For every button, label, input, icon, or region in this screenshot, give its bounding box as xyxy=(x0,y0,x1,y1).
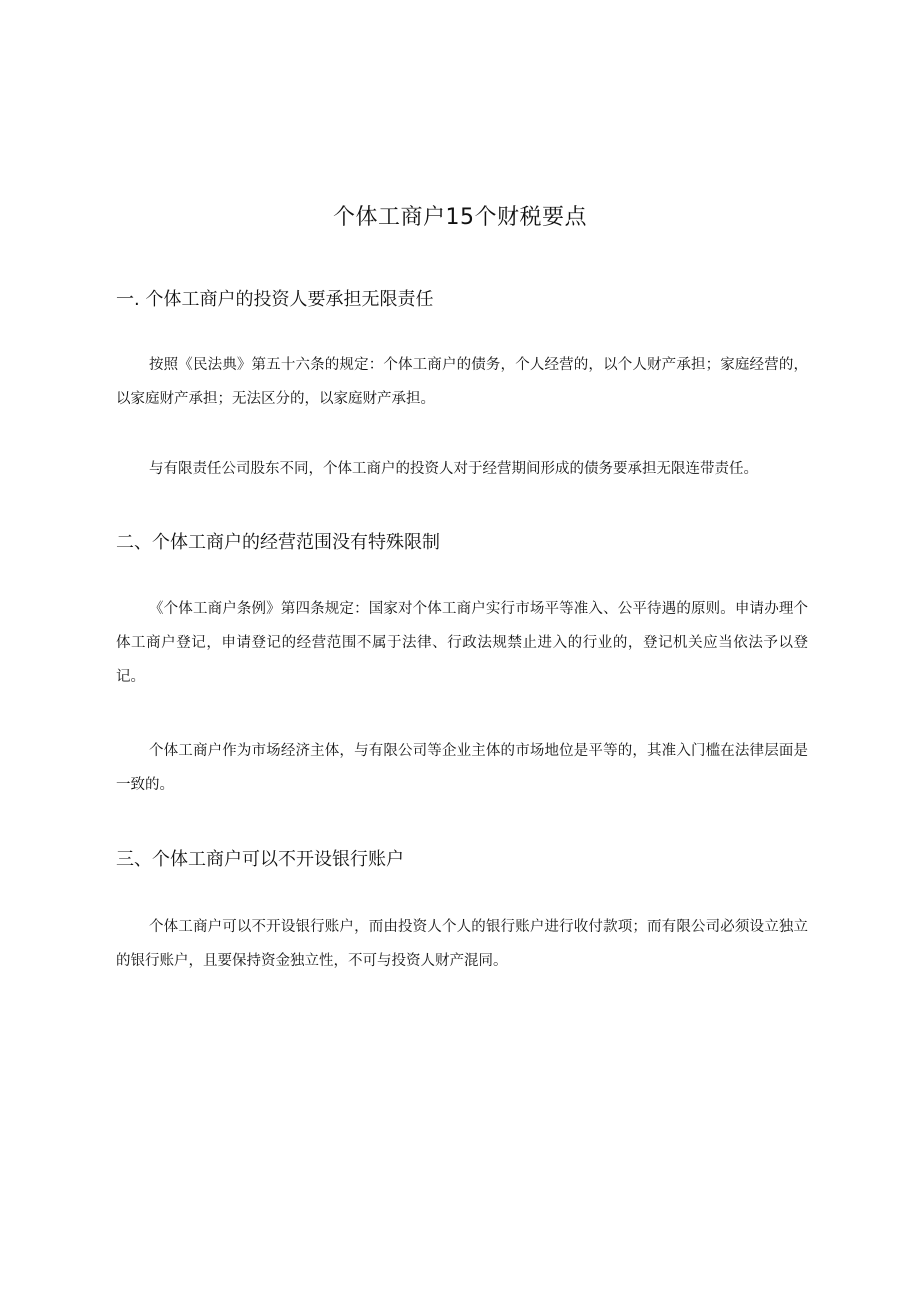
section-3-heading: 三、个体工商户可以不开设银行账户 xyxy=(116,849,404,870)
section-1-paragraph-1: 按照《民法典》第五十六条的规定：个体工商户的债务，个人经营的，以个人财产承担；家庭经营的，以家庭财产承担；无法区分的，以家庭财产承担。 xyxy=(116,357,808,407)
page-title: 个体工商户15个财税要点 xyxy=(333,205,587,230)
section-3-paragraph-1: 个体工商户可以不开设银行账户，而由投资人个人的银行账户进行收付款项；而有限公司必须设立独立的银行账户，且要保持资金独立性，不可与投资人财产混同。 xyxy=(116,919,808,969)
section-2-paragraph-2: 个体工商户作为市场经济主体，与有限公司等企业主体的市场地位是平等的，其准入门槛在法律层面是一致的。 xyxy=(116,743,808,793)
section-2-paragraph-1: 《个体工商户条例》第四条规定：国家对个体工商户实行市场平等准入、公平待遇的原则。申请办理个体工商户登记，申请登记的经营范围不属于法律、行政法规禁止进入的行业的，登记机关应当依法予以登记。 xyxy=(116,601,808,685)
section-2-heading: 二、个体工商户的经营范围没有特殊限制 xyxy=(116,532,440,553)
section-1-heading: 一. 个体工商户的投资人要承担无限责任 xyxy=(116,289,434,310)
section-1-paragraph-2: 与有限责任公司股东不同，个体工商户的投资人对于经营期间形成的债务要承担无限连带责任。 xyxy=(149,461,758,477)
